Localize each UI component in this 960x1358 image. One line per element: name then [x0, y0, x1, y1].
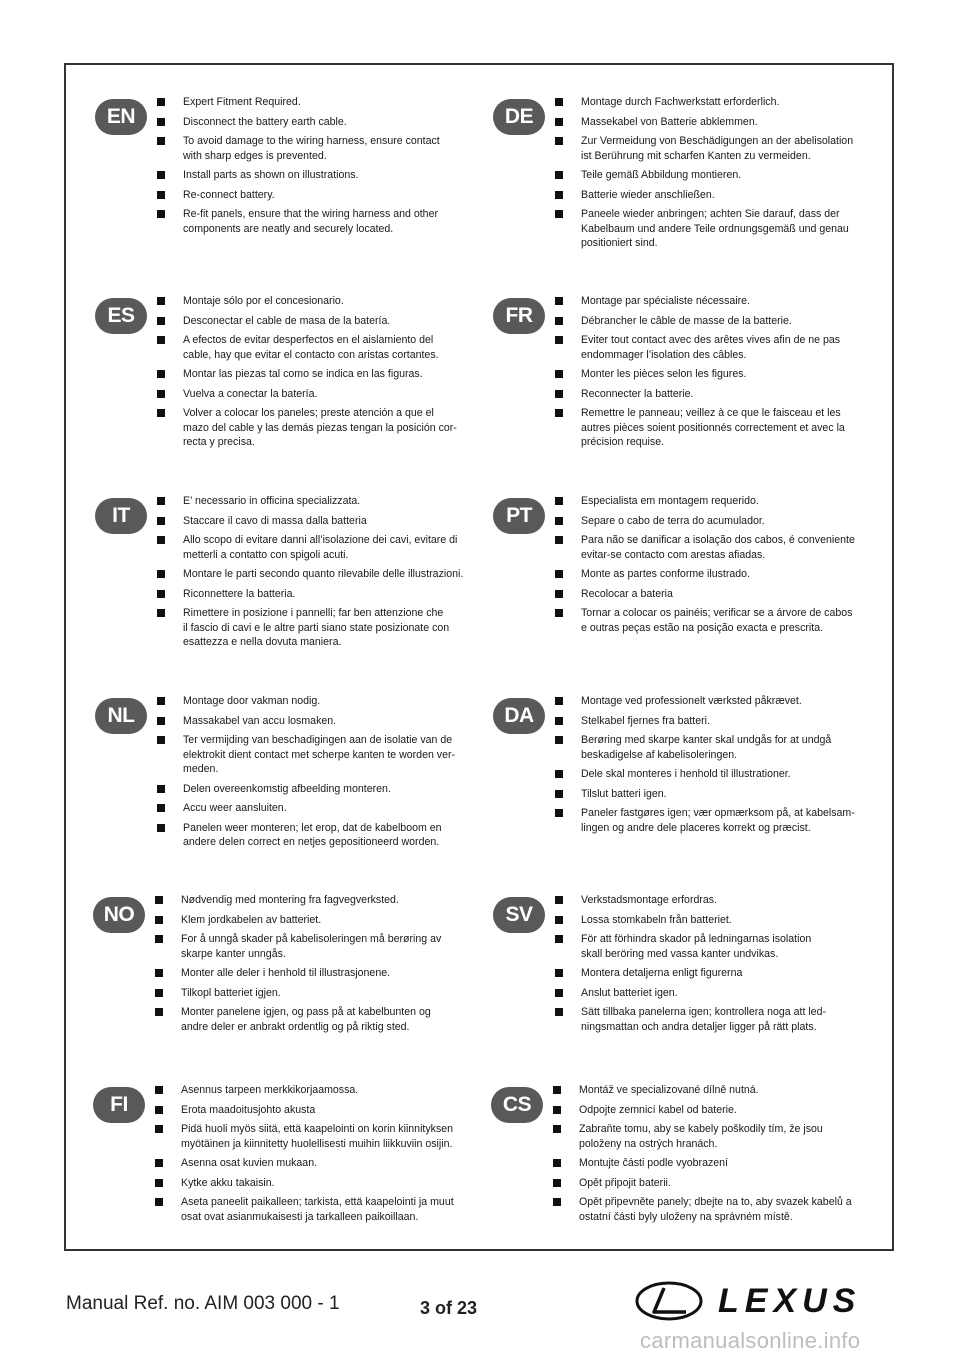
instruction-text: A efectos de evitar desperfectos en el aislamiento del cable, hay que evitar el contacto con aristas cortantes. — [183, 334, 439, 361]
section-pt — [506, 494, 955, 640]
square-bullet-icon — [553, 1198, 561, 1206]
instruction-item — [555, 806, 955, 835]
instruction-text: Recolocar a bateria — [581, 587, 673, 600]
instruction-text: Rimettere in posizione i pannelli; far ben attenzione che il fascio di cavi e le altre parti siano state posizionate con esattezza e nella dovuta maniera. — [183, 607, 450, 648]
instruction-item — [155, 986, 555, 1001]
instruction-text: Volver a colocar los paneles; preste atención a que el mazo del cable y las demás piezas tengan la posición cor- recta y precisa. — [183, 407, 457, 448]
instruction-item — [555, 95, 955, 110]
square-bullet-icon — [157, 590, 165, 598]
instruction-text: Débrancher le câble de masse de la batterie. — [581, 314, 792, 327]
square-bullet-icon — [555, 935, 563, 943]
instruction-list — [555, 95, 955, 251]
language-badge: PT — [493, 498, 545, 534]
square-bullet-icon — [155, 916, 163, 924]
language-badge: CS — [491, 1087, 543, 1123]
instruction-text: Batterie wieder anschließen. — [581, 188, 715, 201]
language-badge: FI — [93, 1087, 145, 1123]
square-bullet-icon — [155, 1198, 163, 1206]
section-de — [504, 95, 955, 256]
instruction-text: Panelen weer monteren; let erop, dat de kabelboom en andere delen correct en netjes gepositioneerd worden. — [183, 821, 442, 848]
lexus-wordmark: LEXUS — [718, 1281, 862, 1320]
instruction-text: Montage ved professionelt værksted påkrævet. — [581, 695, 802, 707]
instruction-text: Montera detaljerna enligt figurerna — [581, 967, 743, 979]
square-bullet-icon — [555, 770, 563, 778]
instruction-item — [555, 115, 955, 130]
square-bullet-icon — [555, 317, 563, 325]
square-bullet-icon — [157, 609, 165, 617]
square-bullet-icon — [157, 517, 165, 525]
instruction-text: Dele skal monteres i henhold til illustrationer. — [581, 768, 791, 780]
lexus-emblem-icon — [634, 1281, 704, 1321]
square-bullet-icon — [157, 717, 165, 725]
instruction-text: Reconnecter la batterie. — [581, 387, 694, 400]
square-bullet-icon — [555, 790, 563, 798]
instruction-text: Install parts as shown on illustrations. — [183, 169, 359, 181]
square-bullet-icon — [555, 171, 563, 179]
language-badge: IT — [95, 498, 147, 534]
instruction-item — [157, 134, 557, 163]
instruction-item — [555, 294, 955, 309]
instruction-item — [555, 913, 955, 928]
instruction-text: Opět připojit baterii. — [579, 1176, 671, 1189]
instruction-text: Re-fit panels, ensure that the wiring harness and other components are neatly and securely located. — [183, 208, 438, 235]
instruction-text: Berøring med skarpe kanter skal undgås for at undgå beskadigelse af kabelisoleringen. — [581, 734, 832, 761]
language-badge: ES — [95, 298, 147, 334]
square-bullet-icon — [555, 497, 563, 505]
instruction-list — [555, 893, 955, 1034]
instruction-text: Especialista em montagem requerido. — [581, 495, 759, 507]
instruction-item — [157, 188, 557, 203]
instruction-text: Massakabel van accu losmaken. — [183, 714, 337, 727]
square-bullet-icon — [555, 409, 563, 417]
instruction-text: Tilkopl batteriet igjen. — [181, 986, 281, 999]
square-bullet-icon — [157, 98, 165, 106]
instruction-item — [157, 733, 557, 777]
lexus-logo — [634, 1281, 894, 1321]
instruction-item — [555, 207, 955, 251]
square-bullet-icon — [555, 210, 563, 218]
square-bullet-icon — [155, 989, 163, 997]
square-bullet-icon — [155, 1086, 163, 1094]
instruction-item — [157, 168, 557, 183]
square-bullet-icon — [157, 697, 165, 705]
instruction-text: Tornar a colocar os painéis; verificar se a árvore de cabos e outras peças estão na posição exacta e prescrita. — [581, 607, 853, 634]
instruction-list — [555, 494, 955, 635]
instruction-item — [555, 787, 955, 802]
square-bullet-icon — [155, 1179, 163, 1187]
square-bullet-icon — [555, 1008, 563, 1016]
instruction-text: Massekabel von Batterie abklemmen. — [581, 115, 758, 128]
square-bullet-icon — [555, 98, 563, 106]
instruction-item — [555, 587, 955, 602]
instruction-text: Monte as partes conforme ilustrado. — [581, 568, 750, 580]
instruction-text: Lossa stomkabeln från batteriet. — [581, 913, 732, 926]
language-badge: DA — [493, 698, 545, 734]
instruction-text: Zur Vermeidung von Beschädigungen an der abelisolation ist Berührung mit scharfen Kanten zu vermeiden. — [581, 135, 854, 162]
instruction-item — [157, 782, 557, 797]
instruction-item — [155, 1156, 555, 1171]
square-bullet-icon — [555, 697, 563, 705]
square-bullet-icon — [555, 390, 563, 398]
instruction-text: Montaje sólo por el concesionario. — [183, 295, 344, 307]
instruction-item — [155, 1005, 555, 1034]
instruction-item — [155, 966, 555, 981]
instruction-text: Stelkabel fjernes fra batteri. — [581, 714, 710, 727]
instruction-text: Staccare il cavo di massa dalla batteria — [183, 514, 367, 527]
square-bullet-icon — [157, 785, 165, 793]
instruction-item — [157, 821, 557, 850]
instruction-text: Montage durch Fachwerkstatt erforderlich. — [581, 96, 780, 108]
instruction-item — [555, 314, 955, 329]
square-bullet-icon — [157, 317, 165, 325]
square-bullet-icon — [157, 570, 165, 578]
instruction-item — [157, 801, 557, 816]
instruction-list — [553, 1083, 953, 1224]
instruction-item — [555, 188, 955, 203]
instruction-item — [555, 567, 955, 582]
instruction-item — [555, 168, 955, 183]
square-bullet-icon — [555, 736, 563, 744]
language-badge: NO — [93, 897, 145, 933]
instruction-item — [157, 567, 557, 582]
watermark: carmanualsonline.info — [640, 1328, 861, 1353]
square-bullet-icon — [555, 191, 563, 199]
square-bullet-icon — [555, 570, 563, 578]
instruction-text: Opět připevněte panely; dbejte na to, aby svazek kabelů a ostatní části byly uloženy na správném místě. — [579, 1196, 852, 1223]
instruction-text: Re-connect battery. — [183, 188, 275, 201]
instruction-text: Aseta paneelit paikalleen; tarkista, että kaapelointi ja muut osat ovat asianmukaisesti ja tarkalleen paikoillaan. — [181, 1196, 454, 1223]
instruction-item — [555, 714, 955, 729]
instruction-text: Paneler fastgøres igen; vær opmærksom på, at kabelsam- lingen og andre dele placeres korrekt og præcist. — [581, 807, 855, 834]
square-bullet-icon — [155, 1159, 163, 1167]
instruction-item — [553, 1083, 953, 1098]
instruction-text: For å unngå skader på kabelisoleringen må berøring av skarpe kanter unngås. — [181, 933, 442, 960]
instruction-item — [555, 893, 955, 908]
instruction-text: Zabraňte tomu, aby se kabely poškodily tím, že jsou položeny na ostrých hranách. — [579, 1123, 823, 1150]
instruction-item — [555, 767, 955, 782]
language-badge: FR — [493, 298, 545, 334]
instruction-text: Remettre le panneau; veillez à ce que le faisceau et les autres pièces soient positionnés correctement et avec la précision requise. — [581, 407, 845, 448]
language-badge: NL — [95, 698, 147, 734]
square-bullet-icon — [555, 517, 563, 525]
instruction-text: Tilslut batteri igen. — [581, 787, 667, 800]
instruction-item — [553, 1156, 953, 1171]
square-bullet-icon — [555, 370, 563, 378]
instruction-item — [555, 694, 955, 709]
instruction-text: För att förhindra skador på ledningarnas isolation skall beröring med vassa kanter undvikas. — [581, 933, 812, 960]
instruction-text: Verkstadsmontage erfordras. — [581, 894, 718, 906]
section-da — [504, 694, 955, 840]
instruction-text: Nødvendig med montering fra fagvegverksted. — [181, 894, 399, 906]
square-bullet-icon — [157, 824, 165, 832]
square-bullet-icon — [555, 336, 563, 344]
instruction-text: Vuelva a conectar la batería. — [183, 387, 318, 400]
square-bullet-icon — [555, 137, 563, 145]
instruction-text: Montage door vakman nodig. — [183, 695, 321, 707]
square-bullet-icon — [157, 370, 165, 378]
instruction-text: Paneele wieder anbringen; achten Sie darauf, dass der Kabelbaum und andere Teile ordnungsgemäß und genau positioniert sind. — [581, 208, 849, 249]
instruction-item — [555, 333, 955, 362]
instruction-item — [157, 533, 557, 562]
square-bullet-icon — [157, 171, 165, 179]
instruction-item — [157, 333, 557, 362]
instruction-text: Kytke akku takaisin. — [181, 1176, 275, 1189]
square-bullet-icon — [553, 1159, 561, 1167]
instruction-item — [555, 1005, 955, 1034]
instruction-item — [555, 606, 955, 635]
square-bullet-icon — [157, 409, 165, 417]
square-bullet-icon — [555, 916, 563, 924]
square-bullet-icon — [157, 536, 165, 544]
instruction-item — [555, 966, 955, 981]
square-bullet-icon — [157, 137, 165, 145]
square-bullet-icon — [555, 989, 563, 997]
instruction-item — [555, 387, 955, 402]
square-bullet-icon — [157, 191, 165, 199]
instruction-item — [553, 1195, 953, 1224]
square-bullet-icon — [155, 935, 163, 943]
square-bullet-icon — [157, 390, 165, 398]
instruction-item — [553, 1176, 953, 1191]
instruction-text: Teile gemäß Abbildung montieren. — [581, 169, 742, 181]
instruction-item — [555, 733, 955, 762]
instruction-text: Separe o cabo de terra do acumulador. — [581, 514, 765, 527]
instruction-text: Eviter tout contact avec des arêtes vives afin de ne pas endommager l’isolation des câbles. — [581, 334, 841, 361]
instruction-text: Montage par spécialiste nécessaire. — [581, 295, 751, 307]
instruction-text: Montar las piezas tal como se indica en las figuras. — [183, 368, 423, 380]
instruction-item — [155, 1176, 555, 1191]
square-bullet-icon — [157, 210, 165, 218]
page-number: 3 of 23 — [420, 1298, 478, 1318]
square-bullet-icon — [555, 609, 563, 617]
instruction-item — [555, 514, 955, 529]
square-bullet-icon — [555, 717, 563, 725]
square-bullet-icon — [155, 1008, 163, 1016]
instruction-text: Klem jordkabelen av batteriet. — [181, 913, 322, 926]
instruction-text: Odpojte zemnicí kabel od baterie. — [579, 1103, 737, 1116]
square-bullet-icon — [157, 804, 165, 812]
instruction-text: Riconnettere la batteria. — [183, 587, 296, 600]
square-bullet-icon — [157, 118, 165, 126]
instruction-text: Monter les pièces selon les figures. — [581, 368, 747, 380]
instruction-item — [555, 494, 955, 509]
square-bullet-icon — [553, 1179, 561, 1187]
instruction-text: Montujte části podle vyobrazení — [579, 1157, 728, 1169]
instruction-item — [157, 606, 557, 650]
instruction-item — [157, 387, 557, 402]
square-bullet-icon — [155, 969, 163, 977]
square-bullet-icon — [157, 297, 165, 305]
instruction-text: Montáž ve specializované dílně nutná. — [579, 1084, 759, 1096]
instruction-list — [555, 294, 955, 450]
instruction-item — [157, 367, 557, 382]
square-bullet-icon — [157, 736, 165, 744]
instruction-item — [555, 406, 955, 450]
language-badge: SV — [493, 897, 545, 933]
instruction-text: To avoid damage to the wiring harness, ensure contact with sharp edges is prevented. — [183, 135, 440, 162]
square-bullet-icon — [555, 896, 563, 904]
section-fr — [505, 294, 955, 455]
square-bullet-icon — [553, 1086, 561, 1094]
square-bullet-icon — [555, 969, 563, 977]
section-cs — [502, 1083, 953, 1229]
instruction-item — [555, 932, 955, 961]
instruction-text: Pidä huoli myös siitä, että kaapelointi on korin kiinnityksen myötäinen ja kiinnitetty huolellisesti muihin liikkuviin osijin. — [181, 1123, 454, 1150]
square-bullet-icon — [555, 118, 563, 126]
instruction-list — [555, 694, 955, 835]
square-bullet-icon — [555, 809, 563, 817]
instruction-item — [555, 134, 955, 163]
instruction-text: Ter vermijding van beschadigingen aan de isolatie van de elektrokit dient contact met scherpe kanten te worden ver- meden. — [183, 734, 456, 775]
square-bullet-icon — [155, 1106, 163, 1114]
instruction-text: Monter alle deler i henhold til illustrasjonene. — [181, 967, 391, 979]
instruction-text: Asennus tarpeen merkkikorjaamossa. — [181, 1084, 359, 1096]
language-badge: DE — [493, 99, 545, 135]
instruction-text: Montare le parti secondo quanto rilevabile delle illustrazioni. — [183, 568, 464, 580]
instruction-text: Monter panelene igjen, og pass på at kabelbunten og andre deler er anbrakt ordentlig og på riktig sted. — [181, 1006, 431, 1033]
instruction-text: E’ necessario in officina specializzata. — [183, 495, 361, 507]
instruction-item — [555, 986, 955, 1001]
instruction-text: Asenna osat kuvien mukaan. — [181, 1157, 318, 1169]
instruction-item — [555, 533, 955, 562]
square-bullet-icon — [553, 1106, 561, 1114]
square-bullet-icon — [155, 896, 163, 904]
instruction-text: Erota maadoitusjohto akusta — [181, 1103, 316, 1116]
instruction-item — [157, 406, 557, 450]
instruction-text: Anslut batteriet igen. — [581, 986, 678, 999]
instruction-item — [155, 1195, 555, 1224]
instruction-text: Accu weer aansluiten. — [183, 802, 287, 814]
instruction-item — [553, 1122, 953, 1151]
square-bullet-icon — [155, 1125, 163, 1133]
square-bullet-icon — [157, 336, 165, 344]
instruction-text: Allo scopo di evitare danni all’isolazione dei cavi, evitare di metterli a contatto con spigoli acuti. — [183, 534, 458, 561]
instruction-item — [157, 207, 557, 236]
instruction-item — [555, 367, 955, 382]
instruction-text: Delen overeenkomstig afbeelding monteren. — [183, 782, 391, 795]
instruction-text: Sätt tillbaka panelerna igen; kontrollera noga att led- ningsmattan och andra detaljer ligger på rätt plats. — [581, 1006, 826, 1033]
language-badge: EN — [95, 99, 147, 135]
square-bullet-icon — [555, 297, 563, 305]
section-sv — [505, 893, 955, 1039]
instruction-item — [553, 1103, 953, 1118]
square-bullet-icon — [157, 497, 165, 505]
instruction-item — [155, 1122, 555, 1151]
square-bullet-icon — [555, 590, 563, 598]
instruction-text: Desconectar el cable de masa de la batería. — [183, 314, 391, 327]
instruction-item — [157, 587, 557, 602]
manual-reference: Manual Ref. no. AIM 003 000 - 1 — [66, 1293, 340, 1314]
instruction-text: Para não se danificar a isolação dos cabos, é conveniente evitar-se contacto com arestas afiadas. — [581, 534, 855, 561]
instruction-text: Expert Fitment Required. — [183, 96, 301, 108]
instruction-item — [155, 932, 555, 961]
square-bullet-icon — [553, 1125, 561, 1133]
instruction-text: Disconnect the battery earth cable. — [183, 115, 347, 128]
square-bullet-icon — [555, 536, 563, 544]
